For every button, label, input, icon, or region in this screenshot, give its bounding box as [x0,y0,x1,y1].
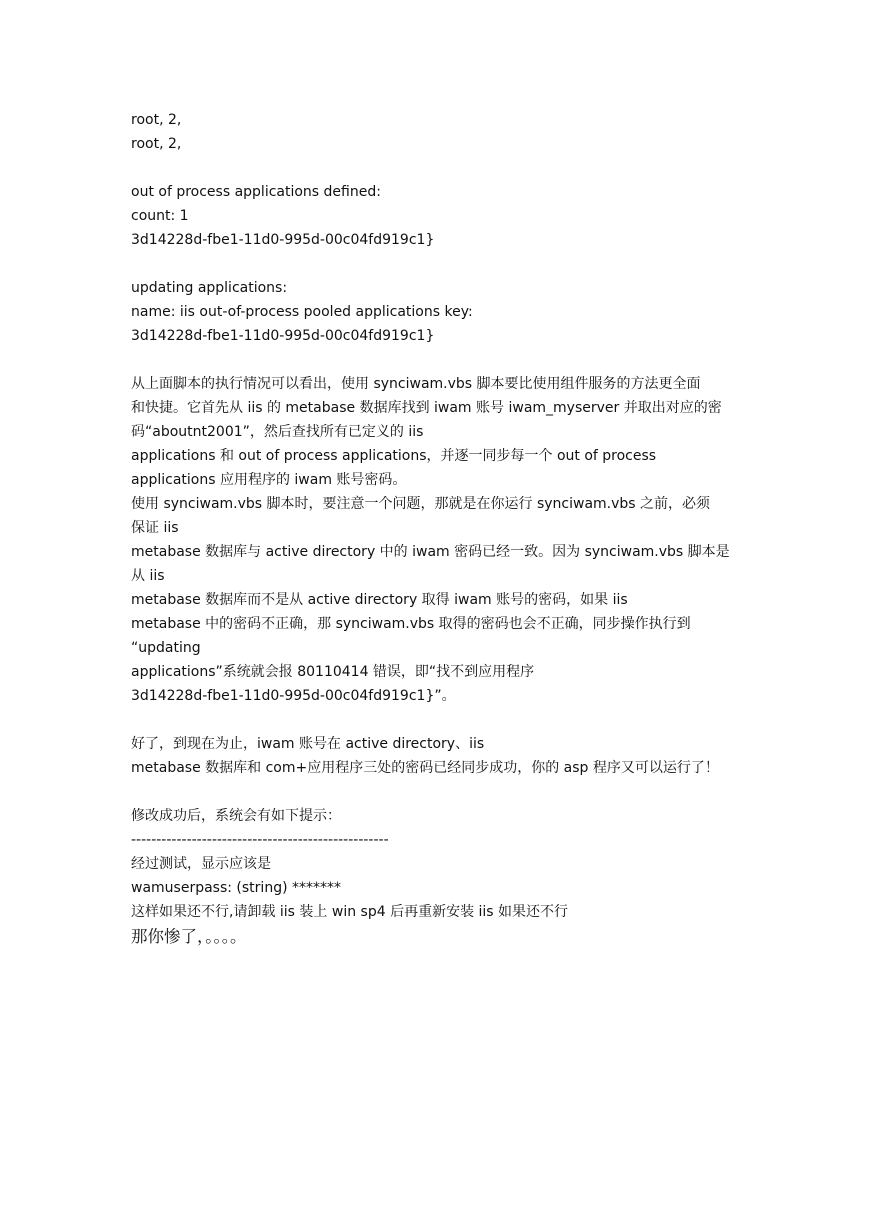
text-line: 3d14228d-fbe1-11d0-995d-00c04fd919c1} [131,328,435,344]
paragraph-line: metabase 中的密码不正确，那 synciwam.vbs 取得的密码也会不正确，同步操作执行到 [131,616,691,632]
text-line: updating applications: [131,280,288,296]
blank-line [131,348,751,372]
paragraph-line: applications 应用程序的 iwam 账号密码。 [131,472,407,488]
paragraph-line: applications 和 out of process applications，并逐一同步每一个 out of process [131,448,657,464]
paragraph-line: 保证 iis [131,520,179,536]
separator-line: --------------------------------------------------- [131,832,389,848]
paragraph-line: 从上面脚本的执行情况可以看出，使用 synciwam.vbs 脚本要比使用组件服务的方法更全面 [131,376,701,392]
closing-line: 那你惨了，。。。。 [131,927,247,946]
blank-line [131,780,751,804]
paragraph-line: 码“aboutnt2001”，然后查找所有已定义的 iis [131,424,424,440]
paragraph-line: 修改成功后，系统会有如下提示： [131,808,341,824]
paragraph-line: metabase 数据库和 com+应用程序三处的密码已经同步成功，你的 asp 程序又可以运行了！ [131,760,719,776]
text-line: root, 2, [131,112,182,128]
blank-line [131,156,751,180]
paragraph-line: “updating [131,640,201,656]
text-line: name: iis out-of-process pooled applications key: [131,304,473,320]
paragraph-line: metabase 数据库与 active directory 中的 iwam 密码已经一致。因为 synciwam.vbs 脚本是 [131,544,730,560]
blank-line [131,708,751,732]
paragraph-line: 从 iis [131,568,165,584]
paragraph-line: wamuserpass: (string) ******* [131,880,341,896]
paragraph-line: 好了，到现在为止，iwam 账号在 active directory、iis [131,736,485,752]
blank-line [131,252,751,276]
text-line: count: 1 [131,208,189,224]
paragraph-line: 3d14228d-fbe1-11d0-995d-00c04fd919c1}”。 [131,688,456,704]
paragraph-line: 和快捷。它首先从 iis 的 metabase 数据库找到 iwam 账号 iwam_myserver 并取出对应的密 [131,400,722,416]
paragraph-line: 经过测试，显示应该是 [131,856,271,872]
text-line: out of process applications defined: [131,184,381,200]
paragraph-line: 这样如果还不行,请卸载 iis 装上 win sp4 后再重新安装 iis 如果还不行 [131,904,569,920]
text-line: 3d14228d-fbe1-11d0-995d-00c04fd919c1} [131,232,435,248]
paragraph-line: applications”系统就会报 80110414 错误，即“找不到应用程序 [131,664,535,680]
document-page [131,108,751,950]
paragraph-line: metabase 数据库而不是从 active directory 取得 iwam 账号的密码，如果 iis [131,592,628,608]
text-line: root, 2, [131,136,182,152]
paragraph-line: 使用 synciwam.vbs 脚本时，要注意一个问题，那就是在你运行 synciwam.vbs 之前，必须 [131,496,711,512]
